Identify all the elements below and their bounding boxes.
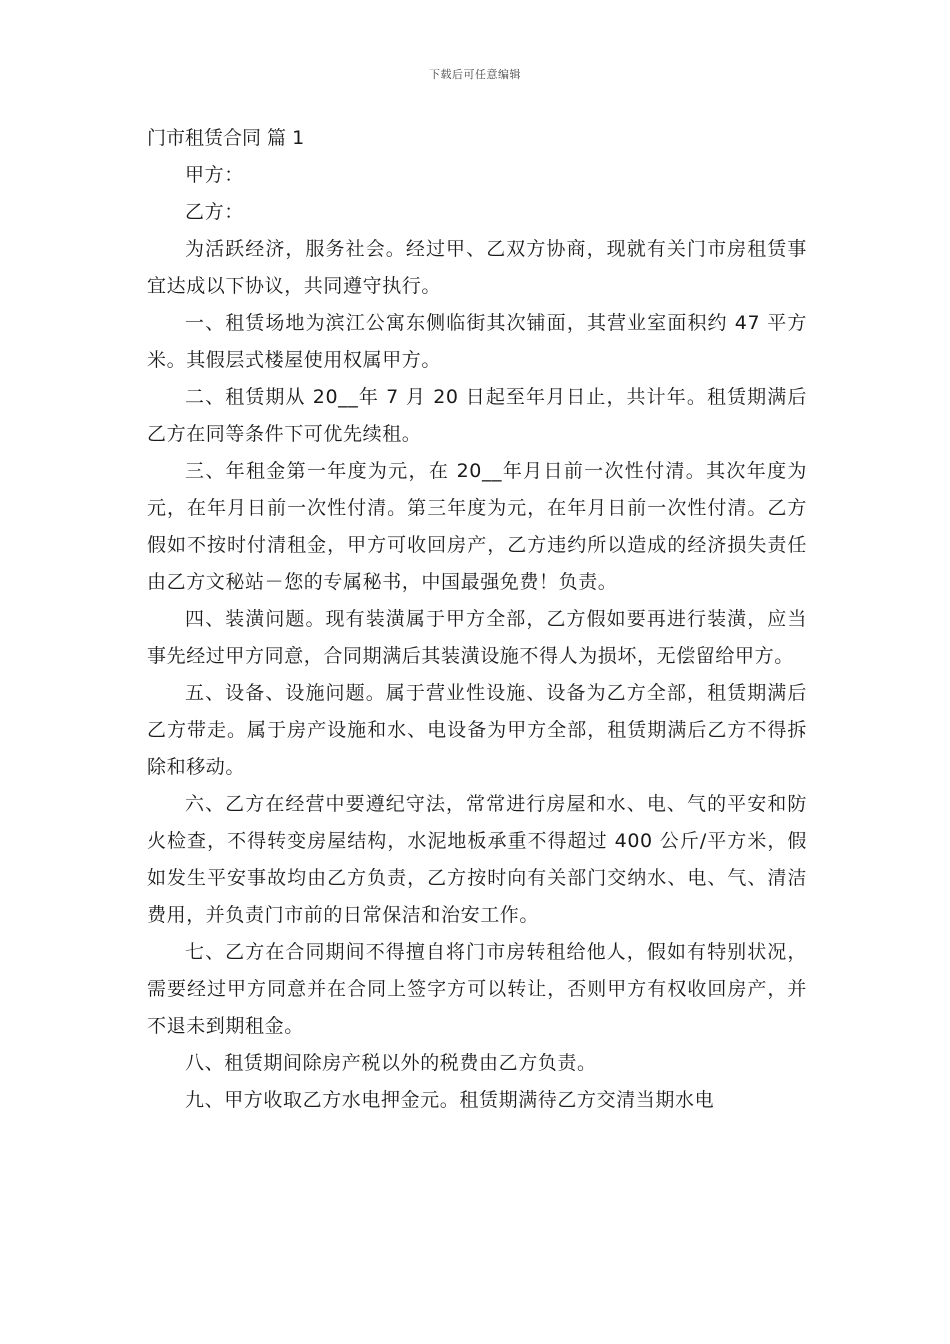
document-body xyxy=(147,120,807,1119)
clause-3: 三、年租金第一年度为元，在 20__年月日前一次性付清。其次年度为元，在年月日前一次性付清。第三年度为元，在年月日前一次性付清。乙方假如不按时付清租金，甲方可收回房产，乙方违约所以造成的经济损失责任由乙方文秘站－您的专属秘书，中国最强免费！负责。 xyxy=(147,460,807,593)
clause-6: 六、乙方在经营中要遵纪守法，常常进行房屋和水、电、气的平安和防火检查，不得转变房屋结构，水泥地板承重不得超过 400 公斤/平方米，假如发生平安事故均由乙方负责，乙方按时向有关部门交纳水、电、气、清洁费用，并负责门市前的日常保洁和治安工作。 xyxy=(147,793,807,926)
clause-9: 九、甲方收取乙方水电押金元。租赁期满待乙方交清当期水电 xyxy=(185,1089,715,1111)
clause-4: 四、装潢问题。现有装潢属于甲方全部，乙方假如要再进行装潢，应当事先经过甲方同意，合同期满后其装潢设施不得人为损坏，无偿留给甲方。 xyxy=(147,608,807,667)
party-a-line: 甲方： xyxy=(185,164,244,186)
clause-1: 一、租赁场地为滨江公寓东侧临街其次铺面，其营业室面积约 47 平方米。其假层式楼屋使用权属甲方。 xyxy=(147,312,807,371)
page-header: 下载后可任意编辑 xyxy=(429,68,521,81)
preamble-paragraph: 为活跃经济，服务社会。经过甲、乙双方协商，现就有关门市房租赁事宜达成以下协议，共同遵守执行。 xyxy=(147,238,807,297)
party-b-line: 乙方： xyxy=(185,201,244,223)
clause-7: 七、乙方在合同期间不得擅自将门市房转租给他人，假如有特别状况，需要经过甲方同意并在合同上签字方可以转让，否则甲方有权收回房产，并不退未到期租金。 xyxy=(147,941,807,1037)
document-title: 门市租赁合同 篇 1 xyxy=(147,127,305,149)
clause-2: 二、租赁期从 20__年 7 月 20 日起至年月日止，共计年。租赁期满后乙方在同等条件下可优先续租。 xyxy=(147,386,807,445)
clause-5: 五、设备、设施问题。属于营业性设施、设备为乙方全部，租赁期满后乙方带走。属于房产设施和水、电设备为甲方全部，租赁期满后乙方不得拆除和移动。 xyxy=(147,682,807,778)
clause-8: 八、租赁期间除房产税以外的税费由乙方负责。 xyxy=(185,1052,597,1074)
